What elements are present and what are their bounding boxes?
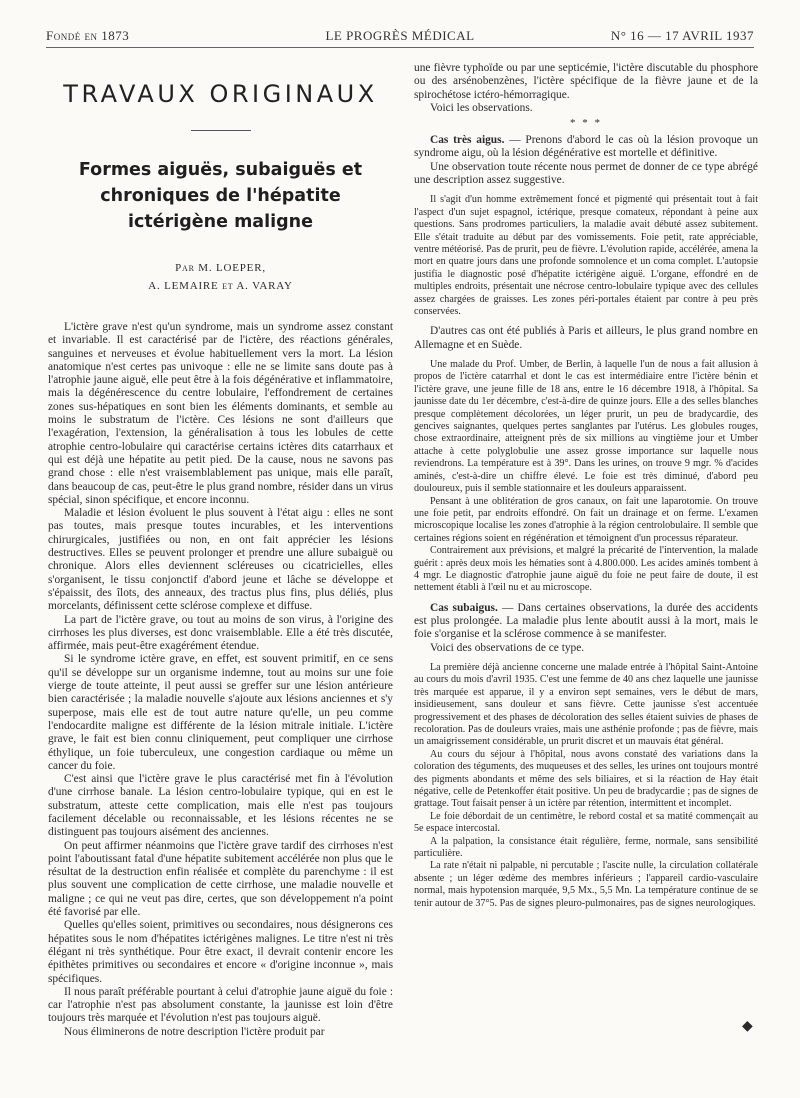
section-separator: * * * (570, 117, 602, 130)
case-text: — Dans certaines observations, la durée des accidents est plus prolongée. La maladie plus lente aboutit aussi à la mort, mais le foie s'organise et la sclérose commence à se manifester. (414, 601, 758, 641)
observation-block (414, 662, 758, 910)
observation-paragraph: Au cours du séjour à l'hôpital, nous avons constaté des variations dans la coloration des téguments, des muqueuses et des selles, les urines ont toujours montré des pigments abondants et même des sels biliaires, et si la réaction de Hay était négative, celle de Petenkoffer était positive. Un peu de bradycardie ; pas de signes de grattage. Tout faisait penser à un ictère par rétention, intermittent et incomplet. (414, 748, 758, 810)
byline-line-2: A. LEMAIRE et A. VARAY (148, 280, 293, 292)
paragraph: L'ictère grave n'est qu'un syndrome, mais un syndrome assez constant et invariable. Il est caractérisé par de l'ictère, des réactions générales, sanguines et nerveuses et évolue habituellement vers la mort. La lésion anatomique n'est certes pas univoque : elle ne se limite sans doute pas à l'atrophie jaune aiguë, elle peut être à la fois dégénérative et inflammatoire, mais la dégénérescence du centre lobulaire, l'effondrement de certaines zones sus-hépatiques en sont bien les éléments dominants, et semble au moins le substratum de l'ictère. Ces lésions ne sont d'ailleurs que l'exagération, l'extension, la généralisation à tous les lobules de cette atrophie centro-lobulaire qui caractérise certains ictères dits catarrhaux et qui est déjà une hépatite au petit pied. De la cause, nous ne savons pas grand chose : elle n'est vraisemblablement pas unique, mais elle paraît, dans beaucoup de cas, peut-être le plus grand nombre, résider dans un virus spécial, sinon spécifique, et encore inconnu. (48, 321, 393, 506)
observation-paragraph: La première déjà ancienne concerne une malade entrée à l'hôpital Saint-Antoine au cours du mois d'avril 1935. C'est une femme de 40 ans chez laquelle une jaunisse très marquée est apparue, il y a environ sept semaines, vers le début de mars, insidieusement, sans douleur et sans fièvre. Cette jaunisse s'est accentuée progressivement et des phases de décoloration des selles étaient suivies de phases de recoloration. Pas de douleurs vraies, mais une asthénie profonde ; pas de fièvre, mais un amaigrissement considérable, un prurit discret et un mauvais état général. (414, 661, 758, 748)
article-title: Formes aiguës, subaiguës et chroniques de l'hépatite ictérigène maligne (78, 160, 363, 232)
paragraph: Si le syndrome ictère grave, en effet, est souvent primitif, en ce sens qu'il se développe sur un organisme indemne, tout au moins sur une foie vierge de toute atteinte, il peut aussi se greffer sur une lésion antérieure bien caractérisée ; la maladie nouvelle s'ajoute aux lésions anciennes et s'y superpose, mais elle est de tout autre nature qu'elle, un peu comme l'endocardite maligne est différente de la lésion mitrale initiale. L'ictère grave, le fait est bien connu cliniquement, peut compliquer une cirrhose éthylique, un foie tuberculeux, une congestion cardiaque ou même un cancer du foie. (48, 653, 393, 772)
left-column (48, 58, 393, 1039)
paragraph: Nous éliminerons de notre description l'ictère produit par (64, 1025, 325, 1038)
case-text: — Prenons d'abord le cas où la lésion provoque un syndrome aigu, où la lésion dégénérative est mortelle et définitive. (414, 134, 758, 160)
observation-paragraph: Contrairement aux prévisions, et malgré la précarité de l'intervention, la malade guérit : après deux mois les hématies sont à 4.800.000. Les acides aminés tombent à 4 mgr. Le diagnostic d'atrophie jaune aiguë du foie ne peut faire de doute, il est nettement établi à l'œil nu et au microscope. (414, 545, 758, 594)
observation-block (414, 194, 758, 318)
issue-info: N° 16 — 17 AVRIL 1937 (610, 28, 754, 43)
observation-block (414, 359, 758, 595)
paragraph: Il nous paraît préférable pourtant à celui d'atrophie jaune aiguë du foie : car l'atrophie n'est pas absolument constante, la jaunisse est loin d'être toujours très marquée et l'évolution n'est pas toujours aiguë. (48, 985, 393, 1025)
observation-paragraph: Le foie débordait de un centimètre, le rebord costal et sa matité commençait au 5e espace intercostal. (414, 810, 758, 835)
paragraph: C'est ainsi que l'ictère grave le plus caractérisé met fin à l'évolution d'une cirrhose banale. La lésion centro-lobulaire typique, qui en est le substratum, atteste cette complication, mais elle n'est pas toujours facilement décelable ou reconnaissable, et les lésions récentes ne se distinguent pas toujours aisément des anciennes. (48, 773, 393, 839)
case-heading-acute (414, 134, 758, 161)
case-runin: Cas très aigus. (430, 134, 505, 147)
title-rule (191, 130, 251, 131)
paragraph: Voici des observations de ce type. (430, 641, 585, 654)
observation-paragraph: Il s'agit d'un homme extrêmement foncé et pigmenté qui présentait tout à fait l'aspect d'un sujet espagnol, ictérique, presque comateux, répondant à peine aux questions. Sans prodromes particuliers, la maladie avait débuté assez subitement. Elle s'était traduite au début par des vomissements. Foie petit, rate appréciable, ventre météorisé. Pas de prurit, peu de fièvre. L'évolution rapide, accélérée, amena la mort en quatre jours dans une profonde somnolence et un coma complet. L'autopsie justifia le diagnostic posé d'hépatite ictérigène aiguë. L'organe, effondré en de multiples endroits, présentait une nécrose centro-lobulaire typique avec des cellules assez chargées de graisses. Les zones péri-portales étaient par contre à peu près conservées. (414, 194, 758, 318)
paragraph: Quelles qu'elles soient, primitives ou secondaires, nous désignerons ces hépatites sous le nom d'hépatites ictérigènes malignes. Le titre n'est ni très élégant ni très synthétique. Pour être exact, il devrait contenir encore les épithètes primitives ou secondaires et encore « d'origine inconnue », mais spécifiques. (48, 919, 393, 985)
byline (48, 259, 393, 295)
end-of-article-mark: ◆ (742, 1019, 753, 1034)
paragraph: Maladie et lésion évoluent le plus souvent à l'état aigu : elles ne sont pas toutes, mais presque toutes incurables, et les interventions chirurgicales, justifiées ou non, en ont fait apprécier les lésions destructives. Elles se peuvent prolonger et prendre une allure subaiguë ou chronique. Alors elles deviennent scléreuses ou cicatricielles, elles s'organisent, le tissu conjonctif d'abord jeune et lâche se développe et s'épaissit, des îlots, des anneaux, des tractus plus fins, plus déliés, plus morcelants, définissent cette sclérose complexe et diffuse. (48, 507, 393, 613)
observation-paragraph: Pensant à une oblitération de gros canaux, on fait une laparotomie. On trouve une foie petit, par endroits effondré. On fait un drainage et on ferme. L'examen microscopique localise les zones d'atrophie à la région centrolobulaire. Il semble que certaines régions soient en régénération et témoignent d'un processus réparateur. (414, 495, 758, 544)
founded-note: Fondé en 1873 (46, 28, 130, 43)
paragraph: On peut affirmer néanmoins que l'ictère grave tardif des cirrhoses n'est point l'aboutissant fatal d'une hépatite subitement accélérée non plus que le résultat de la destruction enfin réalisée et complète du parenchyme : il est plus souvent une complication de cette cirrhose, une maladie nouvelle et maligne ; ce qui ne veut pas dire, certes, que son développement n'a point été favorisé par elle. (48, 839, 393, 919)
observation-paragraph: A la palpation, la consistance était régulière, ferme, normale, sans sensibilité particulière. (414, 835, 758, 860)
byline-line-1: Par M. LOEPER, (175, 262, 266, 274)
paragraph: D'autres cas ont été publiés à Paris et ailleurs, le plus grand nombre en Allemagne et en Suède. (414, 325, 758, 351)
header-rule (46, 47, 754, 48)
case-heading-subacute (414, 602, 758, 642)
running-header (46, 28, 754, 46)
journal-name: LE PROGRÈS MÉDICAL (325, 28, 475, 43)
paragraph: La part de l'ictère grave, ou tout au moins de son virus, à l'origine des cirrhoses les plus diverses, est donc vraisemblable. Elle a été très discutée, affirmée, mais peut-être exagérément étendue. (48, 613, 393, 653)
case-runin: Cas subaigus. (430, 601, 498, 614)
observation-paragraph: La rate n'était ni palpable, ni percutable ; l'ascite nulle, la circulation collatérale absente ; un léger œdème des membres inférieurs ; l'appareil cardio-vasculaire normal, mais hypotension marquée, 9,5 Mx., 5,5 Mn. La température continue de se tenir autour de 37°5. Pas de signes pleuro-pulmonaires, pas de signes neurologiques. (414, 860, 758, 909)
paragraph: Voici les observations. (430, 101, 533, 114)
observation-paragraph: Une malade du Prof. Umber, de Berlin, à laquelle l'un de nous a fait allusion à propos de l'ictère catarrhal et dont le cas est intermédiaire entre l'ictère bénin et l'ictère grave, une jeune fille de 18 ans, entre le 16 décembre 1918, à l'hôpital. Sa jaunisse date du 1er décembre, c'est-à-dire de quinze jours. Elle a des selles blanches presque complètement décolorées, un léger prurit, un peu de bradycardie, des gencives saignantes, quelques pertes sanglantes par l'utérus. Les globules rouges, chose extraordinaire, atteignent près de six millions au vingtième jour et Umber attache à cette polyglobulie une assez grosse importance sur laquelle nous reviendrons. La température est à 39°. Dans les urines, on trouve 9 mgr. % d'acides aminés, c'est-à-dire un chiffre élevé. Le foie est très diminué, d'abord peu douloureux, puis il semble stationnaire et les douleurs apparaissent. (414, 359, 758, 495)
paragraph: Une observation toute récente nous permet de donner de ce type abrégé une description assez suggestive. (414, 160, 758, 187)
right-column (414, 62, 758, 910)
section-title: TRAVAUX ORIGINAUX (63, 80, 378, 108)
paragraph: une fièvre typhoïde ou par une septicémie, l'ictère discutable du phosphore ou des arsénobenzènes, l'ictère spécifique de la fièvre jaune et de la spirochétose ictéro-hémorragique. (414, 62, 758, 101)
